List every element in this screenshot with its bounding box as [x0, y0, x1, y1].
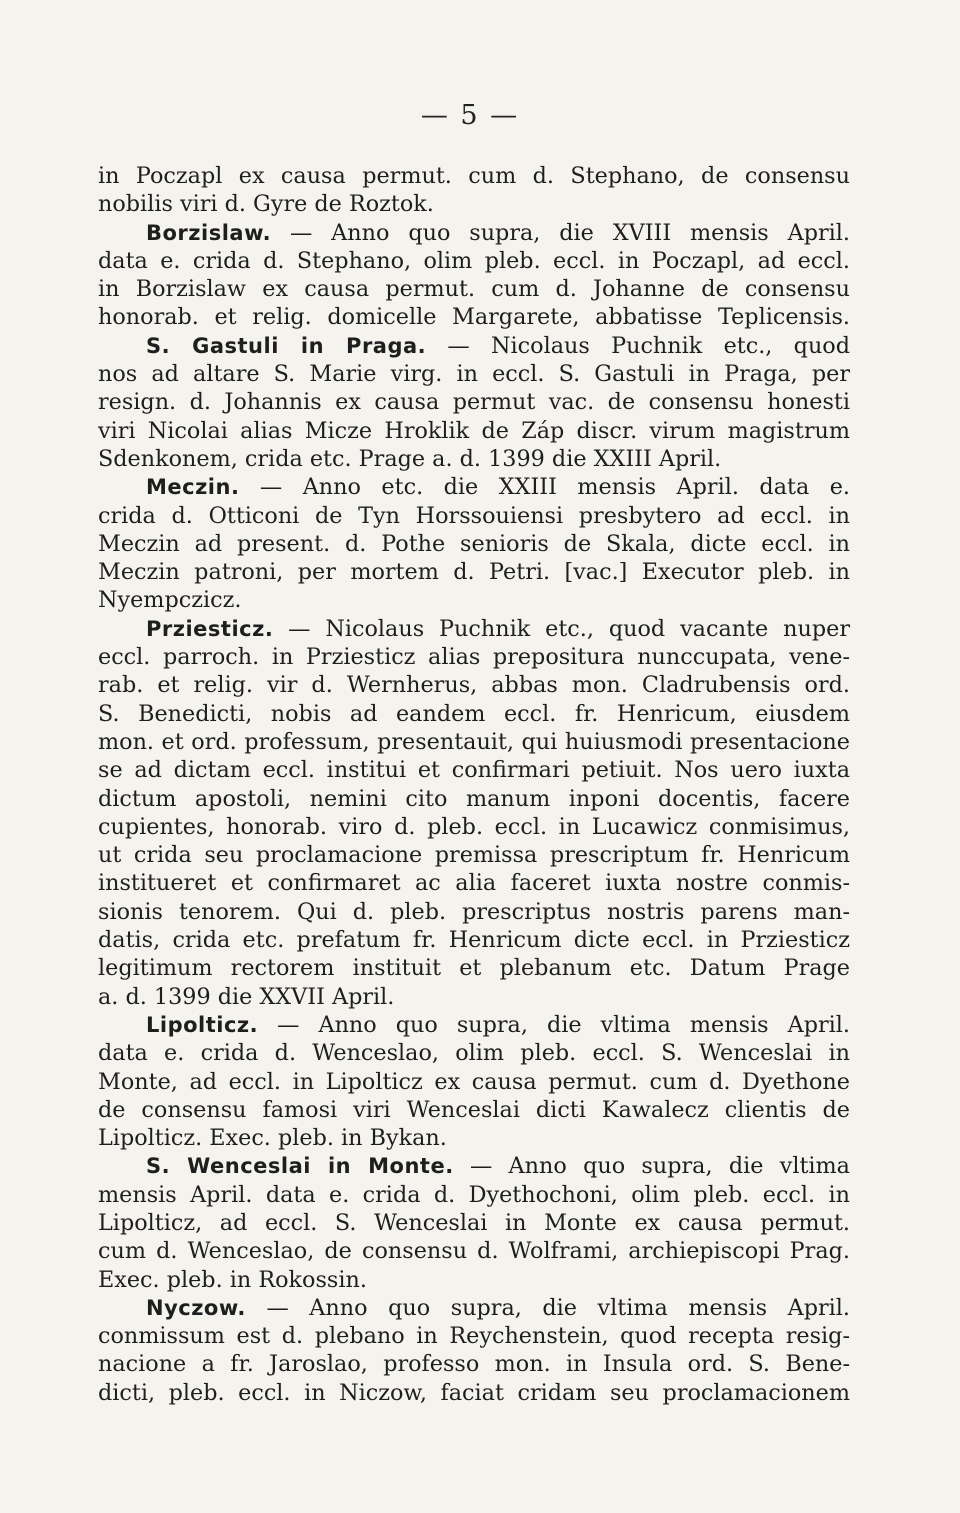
line-text: data e. crida d. Wenceslao, olim pleb. eccl. S. Wenceslai in	[98, 1040, 850, 1067]
text-line	[98, 1237, 850, 1265]
line-text: Monte, ad eccl. in Lipolticz ex causa permut. cum d. Dyethone	[98, 1068, 850, 1095]
text-line	[98, 1181, 850, 1209]
line-text: viri Nicolai alias Micze Hroklik de Záp discr. virum magistrum	[98, 417, 850, 444]
entry-first-line	[98, 615, 850, 643]
text-line	[98, 785, 850, 813]
entry-heading: S. Gastuli in Praga.	[146, 333, 427, 358]
text-line	[98, 1039, 850, 1067]
text-line	[98, 813, 850, 841]
line-text: nobilis viri d. Gyre de Roztok.	[98, 191, 434, 218]
text-line	[98, 954, 850, 982]
text-line	[98, 926, 850, 954]
entry-first-line	[98, 1294, 850, 1322]
text-line	[98, 756, 850, 784]
text-line	[98, 728, 850, 756]
line-text: data e. crida d. Stephano, olim pleb. eccl. in Poczapl, ad eccl.	[98, 247, 850, 274]
text-line	[98, 162, 850, 190]
line-text: a. d. 1399 die XXVII April.	[98, 983, 395, 1010]
entry-heading: Borzislaw.	[146, 220, 272, 245]
text-line	[98, 445, 850, 473]
line-text: datis, crida etc. prefatum fr. Henricum dicte eccl. in Prziesticz	[98, 927, 850, 954]
line-text: mensis April. data e. crida d. Dyethochoni, olim pleb. eccl. in	[98, 1181, 850, 1208]
text-line	[98, 983, 850, 1011]
text-line	[98, 388, 850, 416]
text-line	[98, 247, 850, 275]
text-line	[98, 700, 850, 728]
text-line	[98, 1350, 850, 1378]
line-text: legitimum rectorem instituit et plebanum etc. Datum Prage	[98, 955, 850, 982]
page-number: — 5 —	[420, 100, 520, 131]
line-text: S. Benedicti, nobis ad eandem eccl. fr. Henricum, eiusdem	[98, 700, 850, 727]
text-line	[98, 898, 850, 926]
text-line	[98, 841, 850, 869]
line-text: cum d. Wenceslao, de consensu d. Wolframi, archiepiscopi Prag.	[98, 1238, 850, 1265]
line-text: in Borzislaw ex causa permut. cum d. Johanne de consensu	[98, 276, 850, 303]
line-text: eccl. parroch. in Prziesticz alias prepositura nunccupata, vene-	[98, 644, 850, 671]
entry-heading: S. Wenceslai in Monte.	[146, 1154, 454, 1179]
line-text: dictum apostoli, nemini cito manum inponi docentis, facere	[98, 785, 850, 812]
line-text: Nyempczicz.	[98, 587, 242, 614]
line-text: ut crida seu proclamacione premissa prescriptum fr. Henricum	[98, 842, 850, 869]
line-text: cupientes, honorab. viro d. pleb. eccl. in Lucawicz conmisimus,	[98, 813, 850, 840]
line-text: Meczin ad present. d. Pothe senioris de Skala, dicte eccl. in	[98, 530, 850, 557]
text-line	[98, 360, 850, 388]
text-line	[98, 558, 850, 586]
line-text: — Anno quo supra, die vltima mensis April.	[258, 1011, 850, 1038]
line-text: Exec. pleb. in Rokossin.	[98, 1266, 367, 1293]
entry-first-line	[98, 1011, 850, 1039]
entry-heading: Lipolticz.	[146, 1012, 259, 1037]
line-text: — Anno quo supra, die XVIII mensis April.	[271, 219, 850, 246]
text-line	[98, 417, 850, 445]
line-text: Lipolticz. Exec. pleb. in Bykan.	[98, 1125, 447, 1152]
line-text: — Nicolaus Puchnik etc., quod vacante nuper	[273, 615, 850, 642]
text-line	[98, 671, 850, 699]
line-text: Meczin patroni, per mortem d. Petri. [vac.] Executor pleb. in	[98, 559, 850, 586]
entry-first-line	[98, 1152, 850, 1180]
line-text: conmissum est d. plebano in Reychenstein, quod recepta resig-	[98, 1323, 850, 1350]
line-text: honorab. et relig. domicelle Margarete, abbatisse Teplicensis.	[98, 304, 850, 331]
line-text: Lipolticz, ad eccl. S. Wenceslai in Monte ex causa permut.	[98, 1209, 850, 1236]
line-text: — Anno quo supra, die vltima mensis April.	[245, 1294, 850, 1321]
line-text: in Poczapl ex causa permut. cum d. Stephano, de consensu	[98, 163, 850, 189]
text-line	[98, 1068, 850, 1096]
entry-first-line	[98, 473, 850, 501]
line-text: Sdenkonem, crida etc. Prage a. d. 1399 die XXIII April.	[98, 445, 722, 472]
document-body	[98, 162, 850, 1407]
line-text: — Anno etc. die XXIII mensis April. data e.	[239, 474, 850, 501]
line-text: resign. d. Johannis ex causa permut vac. de consensu honesti	[98, 389, 850, 416]
text-line	[98, 190, 850, 218]
text-line	[98, 586, 850, 614]
text-line	[98, 275, 850, 303]
line-text: — Nicolaus Puchnik etc., quod	[426, 332, 850, 359]
text-line	[98, 1209, 850, 1237]
text-line	[98, 1096, 850, 1124]
line-text: nos ad altare S. Marie virg. in eccl. S. Gastuli in Praga, per	[98, 361, 850, 388]
text-line	[98, 1266, 850, 1294]
line-text: institueret et confirmaret ac alia faceret iuxta nostre conmis-	[98, 870, 850, 897]
line-text: se ad dictam eccl. institui et confirmari petiuit. Nos uero iuxta	[98, 757, 850, 784]
entry-first-line	[98, 332, 850, 360]
line-text: crida d. Otticoni de Tyn Horssouiensi presbytero ad eccl. in	[98, 502, 850, 529]
text-line	[98, 1124, 850, 1152]
text-line	[98, 1322, 850, 1350]
entry-heading: Nyczow.	[146, 1295, 246, 1320]
line-text: mon. et ord. professum, presentauit, qui huiusmodi presentacione	[98, 728, 850, 755]
line-text: — Anno quo supra, die vltima	[453, 1153, 850, 1180]
entry-heading: Meczin.	[146, 475, 240, 500]
line-text: dicti, pleb. eccl. in Niczow, faciat cridam seu proclamacionem	[98, 1379, 850, 1406]
line-text: de consensu famosi viri Wenceslai dicti Kawalecz clientis de	[98, 1096, 850, 1123]
text-line	[98, 1379, 850, 1407]
text-line	[98, 530, 850, 558]
line-text: rab. et relig. vir d. Wernherus, abbas mon. Cladrubensis ord.	[98, 672, 850, 699]
text-line	[98, 502, 850, 530]
text-line	[98, 869, 850, 897]
text-line	[98, 643, 850, 671]
line-text: sionis tenorem. Qui d. pleb. prescriptus nostris parens man-	[98, 898, 850, 925]
entry-heading: Prziesticz.	[146, 616, 274, 641]
line-text: nacione a fr. Jaroslao, professo mon. in Insula ord. S. Bene-	[98, 1351, 850, 1378]
entry-first-line	[98, 219, 850, 247]
text-line	[98, 303, 850, 331]
